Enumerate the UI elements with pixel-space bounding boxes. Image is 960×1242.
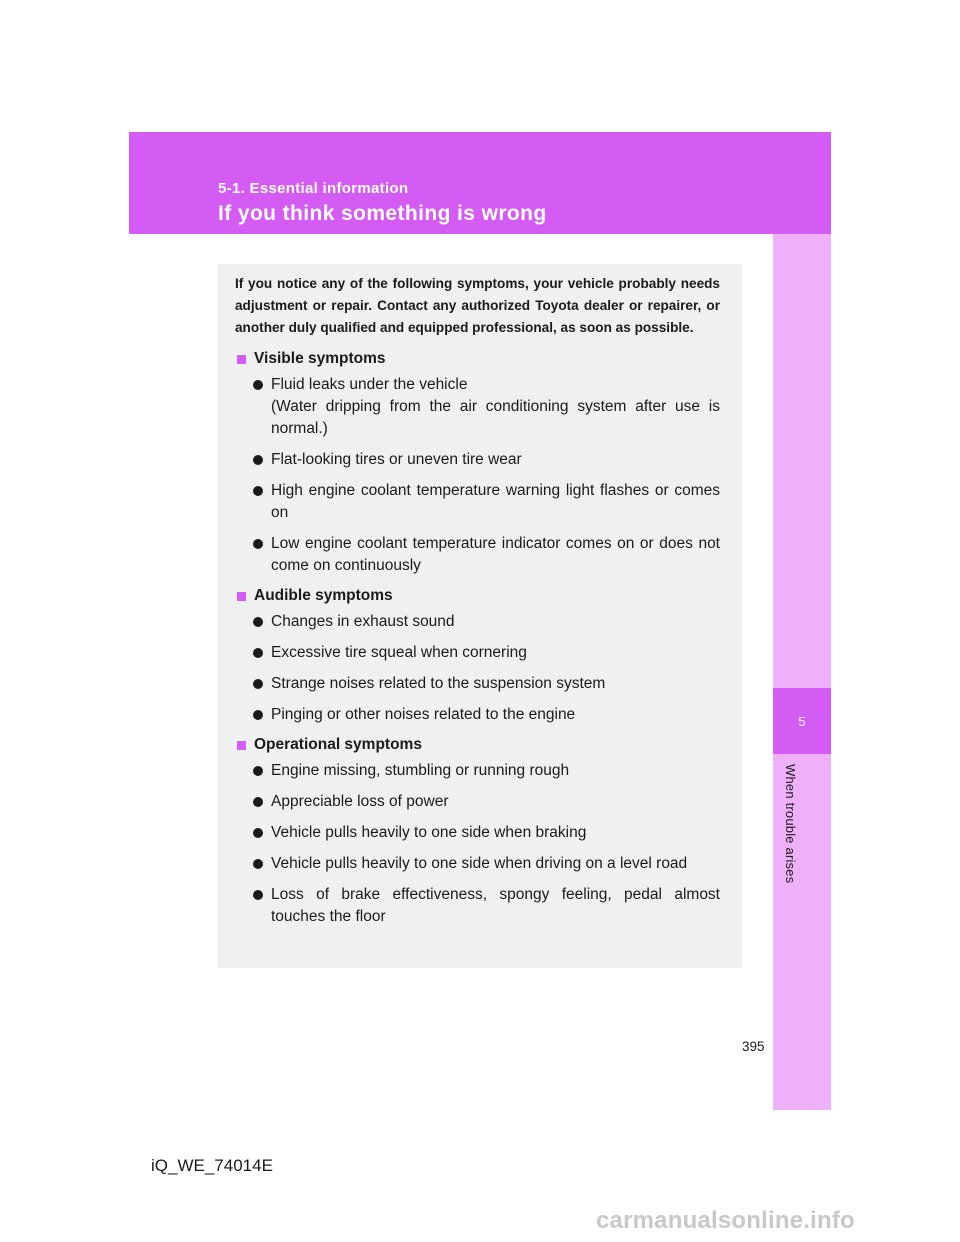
list-item-text: Engine missing, stumbling or running rough [271,762,570,779]
list-item-text: High engine coolant temperature warning light flashes or comes on [271,482,720,521]
chapter-number: 5 [773,688,831,754]
list-item-note: (Water dripping from the air conditioning system after use is normal.) [271,398,720,437]
document-code: iQ_WE_74014E [151,1156,273,1175]
circle-bullet-icon [253,797,263,807]
list-item [235,704,720,726]
symptom-group-visible [235,349,720,577]
page-title: If you think something is wrong [218,202,547,225]
group-heading [235,349,720,369]
list-item-text: Strange noises related to the suspension system [271,675,606,692]
group-heading-label: Operational symptoms [254,736,422,753]
list-item-text: Excessive tire squeal when cornering [271,644,527,661]
group-heading-label: Visible symptoms [254,350,386,367]
square-bullet-icon [237,741,246,750]
circle-bullet-icon [253,648,263,658]
watermark-text: carmanualsonline.info [596,1207,855,1234]
list-item [235,642,720,664]
circle-bullet-icon [253,486,263,496]
square-bullet-icon [237,592,246,601]
symptom-list [235,374,720,577]
group-heading [235,735,720,755]
chapter-side-tab [773,234,831,1110]
circle-bullet-icon [253,617,263,627]
group-heading-label: Audible symptoms [254,587,393,604]
list-item [235,791,720,813]
circle-bullet-icon [253,539,263,549]
list-item-text: Low engine coolant temperature indicator comes on or does not come on continuously [271,535,720,574]
circle-bullet-icon [253,890,263,900]
list-item [235,673,720,695]
list-item [235,374,720,440]
circle-bullet-icon [253,455,263,465]
list-item-text: Appreciable loss of power [271,793,449,810]
group-heading [235,586,720,606]
list-item [235,760,720,782]
list-item [235,822,720,844]
page-number: 395 [742,1039,765,1054]
list-item-text: Loss of brake effectiveness, spongy feeling, pedal almost touches the floor [271,886,720,925]
circle-bullet-icon [253,679,263,689]
list-item [235,480,720,524]
header-band [129,132,831,234]
symptom-group-operational [235,735,720,928]
list-item-text: Flat-looking tires or uneven tire wear [271,451,522,468]
list-item-text: Vehicle pulls heavily to one side when driving on a level road [271,855,688,872]
square-bullet-icon [237,355,246,364]
chapter-title: When trouble arises [783,764,798,884]
section-label: 5-1. Essential information [218,180,409,197]
list-item-text: Changes in exhaust sound [271,613,455,630]
list-item-text: Pinging or other noises related to the engine [271,706,576,723]
list-item [235,853,720,875]
list-item [235,884,720,928]
list-item-text: Vehicle pulls heavily to one side when braking [271,824,587,841]
list-item [235,611,720,633]
intro-text: If you notice any of the following symptoms, your vehicle probably needs adjustment or repair. Contact any authorized Toyota dealer or repairer, or another duly qualified and equipped professional, as soon as possible. [235,276,720,335]
symptoms-box [217,264,742,968]
circle-bullet-icon [253,380,263,390]
symptom-list [235,760,720,928]
symptom-group-audible [235,586,720,726]
circle-bullet-icon [253,710,263,720]
list-item [235,449,720,471]
circle-bullet-icon [253,828,263,838]
list-item-text: Fluid leaks under the vehicle [271,376,468,393]
list-item [235,533,720,577]
circle-bullet-icon [253,766,263,776]
symptom-list [235,611,720,726]
circle-bullet-icon [253,859,263,869]
